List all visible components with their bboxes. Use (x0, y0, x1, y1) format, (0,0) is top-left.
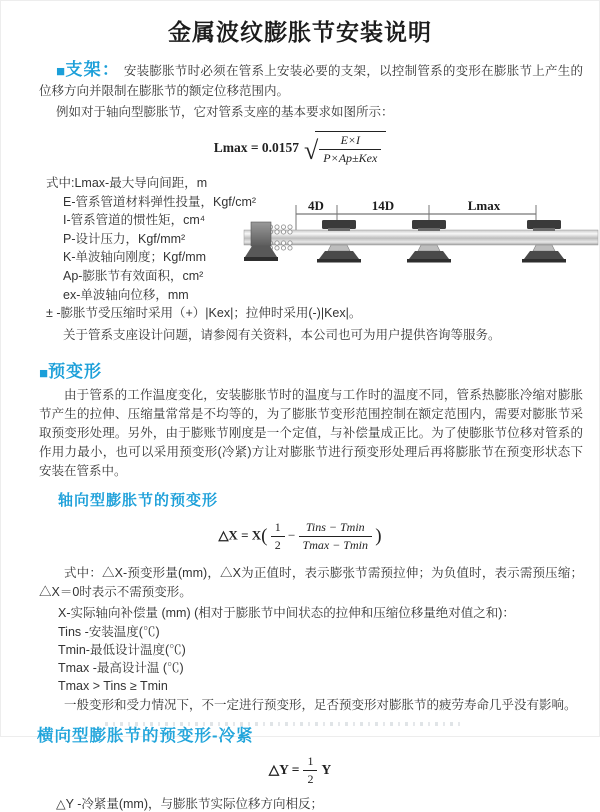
blue-square-icon: ■ (39, 365, 49, 383)
lmax-formula-lhs: Lmax = 0.0157 (213, 140, 300, 156)
close-paren: ) (375, 525, 382, 547)
axial-subsection-heading: 轴向型膨胀节的预变形 (58, 492, 219, 510)
temperature-definition-line: Tmax -最高设计温 (℃) (58, 660, 184, 675)
x-definition-line: X-实际轴向补偿量 (mm) (相对于膨胀节中间状态的拉伸和压缩位移量绝对值之和)： (58, 606, 515, 621)
half-fraction (271, 520, 285, 553)
axial-note-text: 一般变形和受力情况下，不一定进行预变形，足否预变形对膨胀节的疲劳寿命几乎没有影响。 (64, 698, 577, 713)
definition-line: Ap-膨胀节有效面积，cm² (63, 268, 204, 283)
lateral-formula-rhs: Y (321, 762, 332, 778)
preform-section-heading (39, 357, 583, 382)
definition-line: P-设计压力，Kgf/mm² (63, 231, 186, 246)
definition-line: ± -膨胀节受压缩时采用（+）|Kex|；拉伸时采用(-)|Kex|。 (46, 306, 362, 321)
temperature-inequality: Tmax > Tins ≥ Tmin (58, 679, 168, 694)
support-section-heading: 支架： (65, 60, 121, 79)
fraction-numerator: Tins − Tmin (299, 520, 372, 537)
pipe-support-diagram (244, 197, 598, 289)
lateral-formula-lhs: △Y = (268, 762, 300, 778)
definition-line: K-单波轴向刚度；Kgf/mm (63, 250, 207, 265)
support-example-text: 例如对于轴向型膨胀节，它对管系支座的基本要求如图所示： (56, 105, 394, 119)
definition-line: E-管系管道材料弹性投量，Kgf/cm² (63, 194, 257, 209)
axial-formula (1, 520, 599, 556)
half-fraction (303, 754, 317, 787)
open-paren: ( (261, 525, 268, 547)
lmax-formula-numerator: E×I (319, 133, 381, 150)
temperature-fraction (299, 520, 372, 553)
temperature-definition-line: Tins -安装温度(℃) (58, 624, 160, 639)
definition-line: 关于管系支座设计问题，请参阅有关资料，本公司也可为用户提供咨询等服务。 (63, 327, 501, 342)
minus-sign: − (287, 527, 296, 543)
pipe (244, 230, 598, 245)
lmax-formula-denominator: P×Ap±Kex (323, 151, 378, 165)
temperature-definition-line: Tmin-最低设计温度(℃) (58, 642, 186, 657)
page-title: 金属波纹膨胀节安装说明 (168, 19, 432, 45)
preform-body-paragraph: 由于管系的工作温度变化，安装膨胀节时的温度与工作时的温度不同，管系热膨胀冷缩对膨胀节产生的拉伸、压缩量常常是不均等的，为了膨胀节变形范围控制在额定范围内，需要对膨胀节采取预变形处理。另外，由于膨账节刚度是一个定值，与补偿量成正比。为了使膨胀节位移对管系的作用力最小，也可以采用预变形(冷紧)方让对膨胀节进行预变形处理后再将膨胀节在预变形状态下安装在管系中。 (39, 388, 583, 478)
dim-label-14d: 14D (371, 198, 395, 213)
fraction-denominator: 2 (274, 538, 281, 553)
support-intro-paragraph (39, 60, 583, 101)
preform-heading-text: 预变形 (48, 362, 103, 382)
lateral-formula (1, 754, 599, 786)
fraction-numerator: 1 (271, 520, 285, 537)
support-intro-text: 安装膨胀节时必须在管系上安装必要的支架，以控制管系的变形在膨胀节上产生的位移方向并限制在膨胀节的额定位移范围内。 (39, 64, 583, 98)
dim-label-lmax: Lmax (467, 198, 501, 213)
square-root (304, 131, 386, 166)
cutoff-text-sliver (105, 722, 465, 726)
radical-icon: √ (304, 135, 319, 165)
lateral-subsection-heading: 横向型膨胀节的预变形-冷紧 (37, 726, 254, 745)
fraction-denominator: 2 (307, 771, 314, 786)
lmax-formula (1, 131, 599, 169)
lateral-note-text: △Y -冷紧量(mm)，与膨胀节实际位移方向相反； (56, 796, 324, 811)
blue-square-icon: ■ (56, 63, 66, 80)
definition-line: ex-单波轴向位移，mm (63, 287, 189, 302)
dim-label-4d: 4D (308, 198, 324, 213)
definition-line: I-管系管道的惯性矩，cm⁴ (63, 213, 206, 228)
axial-formula-lhs: △X = X (218, 527, 262, 543)
axial-where-paragraph: 式中：△X-预变形量(mm)，△X为正值时，表示膨张节需预拉伸；为负值时，表示需预压缩；△X＝0时表示不需预变形。 (39, 566, 583, 600)
definition-line: 式中:Lmax-最大导向间距，m (46, 176, 208, 190)
fraction-numerator: 1 (303, 754, 317, 771)
fraction-denominator: Tmax − Tmin (302, 538, 368, 553)
